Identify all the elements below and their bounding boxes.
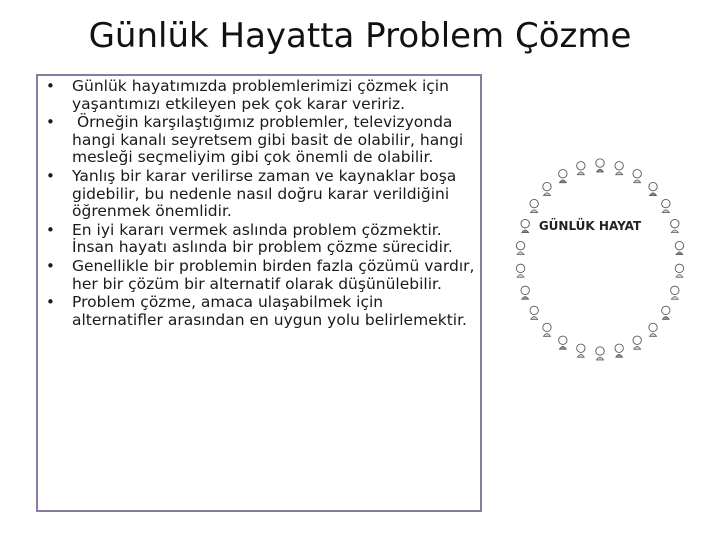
daily-life-cycle-illustration: [500, 148, 700, 368]
bullet-list: [38, 78, 478, 330]
bullet-text: Günlük hayatımızda problemlerimizi çözmek için yaşantımızı etkileyen pek çok karar veririz.: [72, 77, 449, 113]
bullet-text: Problem çözme, amaca ulaşabilmek için alternatifler arasından en uygun yolu belirlemektir.: [72, 293, 467, 329]
cycle-figure: [516, 264, 524, 277]
cycle-figure: [649, 323, 657, 336]
bullet-icon: •: [46, 166, 55, 185]
bullet-icon: •: [46, 293, 55, 312]
cycle-figure: [671, 219, 679, 232]
cycle-figure: [596, 159, 604, 172]
cycle-figure: [633, 170, 641, 183]
bullet-icon: •: [46, 220, 55, 239]
bullet-icon: •: [46, 113, 55, 132]
cycle-figure: [615, 344, 623, 357]
cycle-figure: [596, 347, 604, 360]
bullet-item: [38, 78, 478, 113]
cycle-figure: [662, 306, 670, 319]
bullet-item: [38, 222, 478, 257]
cycle-figure: [543, 182, 551, 195]
cycle-figure: [559, 170, 567, 183]
cycle-figure: [521, 219, 529, 232]
cycle-figure: [649, 182, 657, 195]
cycle-figure: [516, 241, 524, 254]
bullet-item: [38, 168, 478, 221]
cycle-figure: [530, 306, 538, 319]
bullet-text: Yanlış bir karar verilirse zaman ve kaynaklar boşa gidebilir, bu nedenle nasıl doğru karar verildiğini öğrenmek önemlidir.: [72, 166, 457, 221]
cycle-figure: [662, 199, 670, 212]
bullet-item: [38, 114, 478, 167]
bullet-text: Genellikle bir problemin birden fazla çözümü vardır, her bir çözüm bir alternatif olarak düşünülebilir.: [72, 256, 475, 293]
bullet-text: Örneğin karşılaştığımız problemler, televizyonda hangi kanalı seyretsem gibi basit de olabilir, hangi mesleği seçmeliyim gibi çok önemli de olabilir.: [72, 113, 469, 167]
cycle-figure: [633, 336, 641, 349]
cycle-figure: [559, 336, 567, 349]
cycle-figure: [530, 199, 538, 212]
cycle-figure: [675, 264, 683, 277]
bullet-text: En iyi kararı vermek aslında problem çözmektir. İnsan hayatı aslında bir problem çözme sürecidir.: [72, 220, 453, 257]
bullet-icon: •: [46, 77, 55, 95]
cycle-figure: [577, 344, 585, 357]
cycle-center-label: GÜNLÜK HAYAT: [538, 219, 642, 233]
cycle-figure: [671, 286, 679, 299]
slide-title: Günlük Hayatta Problem Çözme: [88, 16, 632, 56]
cycle-figure: [577, 162, 585, 175]
bullet-item: [38, 258, 478, 293]
cycle-figure: [521, 286, 529, 299]
bullet-item: [38, 294, 478, 329]
bullet-icon: •: [46, 256, 55, 275]
cycle-figures: [516, 159, 683, 360]
cycle-figure: [675, 241, 683, 254]
cycle-figure: [543, 323, 551, 336]
cycle-figure: [615, 162, 623, 175]
